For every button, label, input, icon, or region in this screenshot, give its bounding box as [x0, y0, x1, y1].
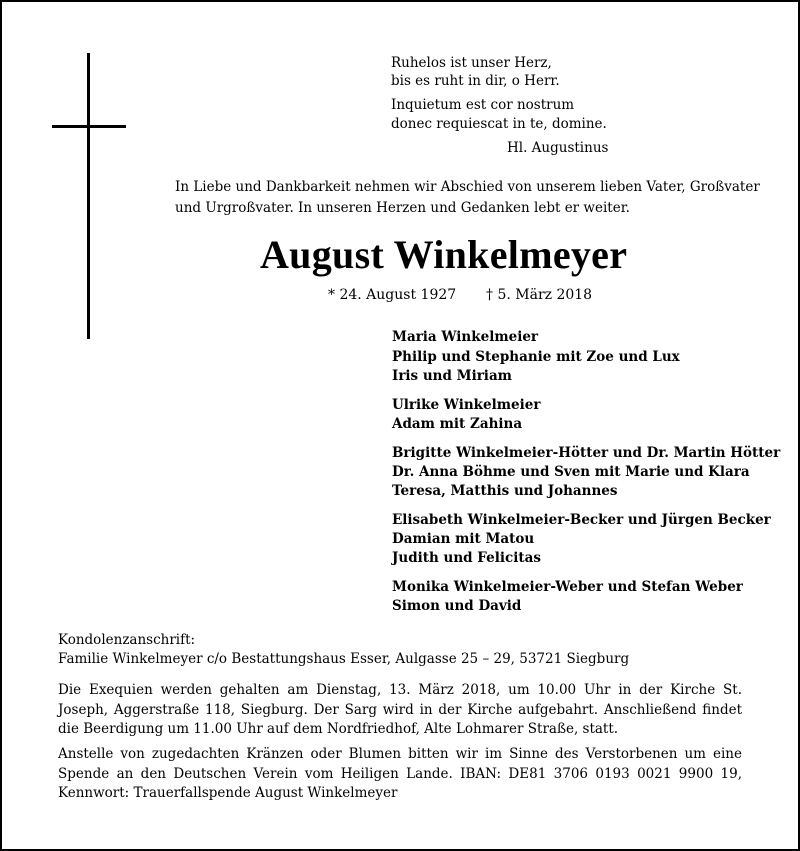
family-group-3-line-3: Teresa, Matthis und Johannes	[392, 483, 618, 499]
family-group-5-line-2: Simon und David	[392, 598, 522, 614]
family-group-4-line-3: Judith und Felicitas	[392, 550, 541, 566]
condolence-label: Kondolenzanschrift:	[58, 632, 196, 648]
family-group-2-line-1: Ulrike Winkelmeier	[392, 397, 541, 413]
family-group-4-line-2: Damian mit Matou	[392, 531, 535, 547]
family-group-4-line-1: Elisabeth Winkelmeier-Becker und Jürgen Becker	[392, 512, 771, 528]
quote-latin-line-2: donec requiescat in te, domine.	[391, 116, 607, 132]
quote-german-line-1: Ruhelos ist unser Herz,	[391, 55, 552, 71]
family-group-1-line-2: Philip und Stephanie mit Zoe und Lux	[392, 349, 680, 365]
intro-line-1: In Liebe und Dankbarkeit nehmen wir Abschied von unserem lieben Vater, Großvater	[175, 179, 760, 195]
quote-author: Hl. Augustinus	[507, 140, 609, 156]
donation-paragraph: Anstelle von zugedachten Kränzen oder Blumen bitten wir im Sinne des Verstorbenen um eine Spende an den Deutschen Verein vom Heiligen Lande. IBAN: DE81 3706 0193 0021 9900 19, Kennwort: Trauerfallspende August Winkelmeyer	[58, 746, 742, 801]
deceased-name: August Winkelmeyer	[260, 232, 628, 277]
quote-latin-line-1: Inquietum est cor nostrum	[391, 97, 575, 113]
funeral-paragraph: Die Exequien werden gehalten am Dienstag, 13. März 2018, um 10.00 Uhr in der Kirche St. Joseph, Aggerstraße 118, Siegburg. Der Sarg wird in der Kirche aufgebahrt. Anschließend findet die Beerdigung um 11.00 Uhr auf dem Nordfriedhof, Alte Lohmarer Straße, statt.	[58, 682, 742, 737]
family-group-2-line-2: Adam mit Zahina	[392, 416, 523, 432]
cross-icon	[87, 53, 90, 339]
condolence-address: Familie Winkelmeyer c/o Bestattungshaus Esser, Aulgasse 25 – 29, 53721 Siegburg	[58, 651, 630, 667]
quote-german-line-2: bis es ruht in dir, o Herr.	[391, 73, 560, 89]
family-group-5-line-1: Monika Winkelmeier-Weber und Stefan Weber	[392, 579, 743, 595]
birth-date: * 24. August 1927	[328, 287, 457, 303]
cross-icon-bar	[52, 125, 126, 128]
death-date: † 5. März 2018	[486, 287, 593, 303]
family-group-3-line-2: Dr. Anna Böhme und Sven mit Marie und Klara	[392, 464, 750, 480]
intro-line-2: und Urgroßvater. In unseren Herzen und Gedanken lebt er weiter.	[175, 200, 630, 216]
family-group-1-line-3: Iris und Miriam	[392, 368, 512, 384]
family-group-1-line-1: Maria Winkelmeier	[392, 329, 539, 345]
family-group-3-line-1: Brigitte Winkelmeier-Hötter und Dr. Martin Hötter	[392, 445, 781, 461]
